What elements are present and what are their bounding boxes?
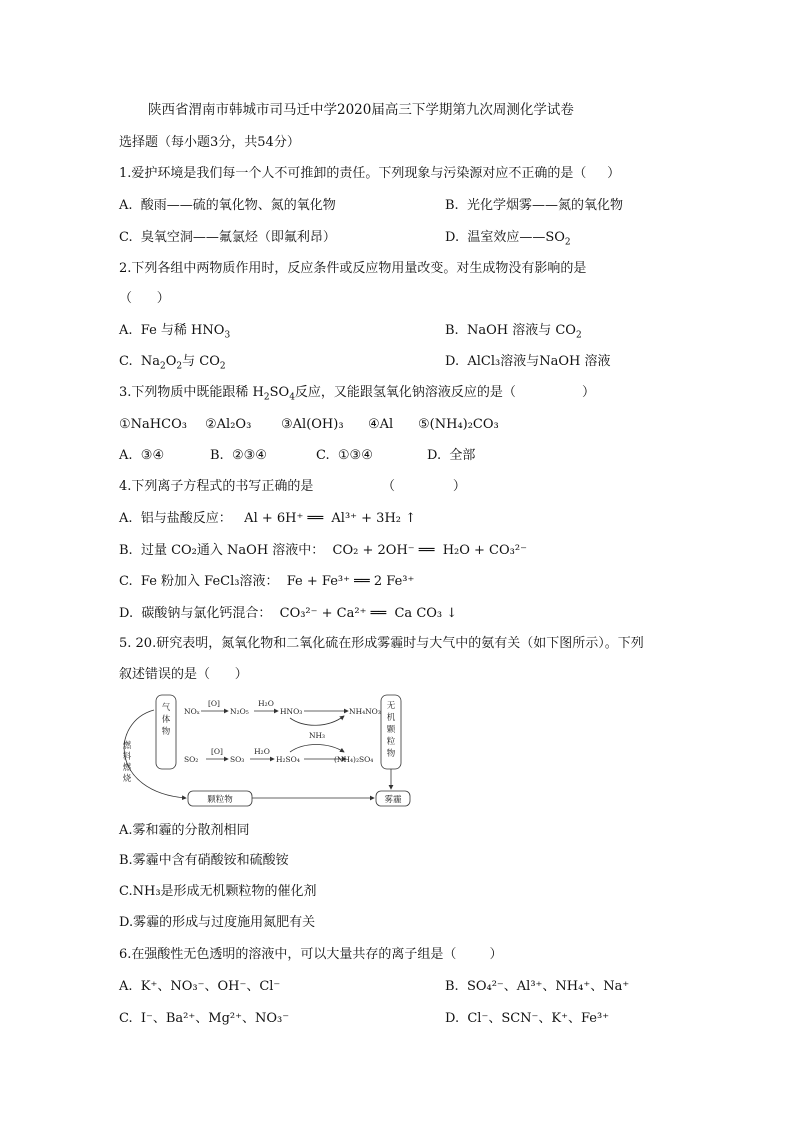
o-label-1: [O] — [207, 699, 221, 708]
q2-option-c: C. $Na_2O_2$与 $CO_2$ — [119, 354, 226, 372]
q4-option-d: D. 碳酸钠与氯化钙混合： CO₃²⁻ + Ca²⁺ ══ Ca CO₃ ↓ — [119, 606, 458, 621]
gas-label-3: 物 — [161, 727, 171, 737]
q6-option-b: B. SO₄²⁻、Al³⁺、NH₄⁺、Na⁺ — [445, 979, 630, 994]
q3-option-c: C. ①③④ — [316, 448, 373, 463]
q2-stem: 2.下列各组中两物质作用时，反应条件或反应物用量改变。对生成物没有影响的是 — [119, 261, 587, 276]
q5-option-a: A.雾和霾的分散剂相同 — [119, 823, 250, 838]
q5-option-b: B.雾霾中含有硝酸铵和硫酸铵 — [119, 853, 289, 868]
q6-option-d: D. Cl⁻、SCN⁻、K⁺、Fe³⁺ — [445, 1011, 610, 1026]
so2-label: SO₂ — [184, 755, 199, 764]
fuel-label-4: 烧 — [122, 774, 132, 784]
nh4no3-label: NH₄NO₃ — [349, 707, 381, 716]
inorganic-label-3: 颗 — [386, 725, 396, 735]
q6-option-c: C. I⁻、Ba²⁺、Mg²⁺、NO₃⁻ — [119, 1011, 290, 1026]
q5-stem-line1: 5. 20.研究表明，氮氧化物和二氧化硫在形成雾霾时与大气中的氨有关（如下图所示）。下列 — [119, 636, 644, 651]
h2o-label-2: H₂O — [254, 747, 270, 756]
hno3-label: HNO₃ — [280, 707, 303, 716]
fuel-label-1: 燃 — [122, 741, 132, 751]
q5-option-c: C.NH₃是形成无机颗粒物的催化剂 — [119, 884, 317, 899]
q5-stem-line2: 叙述错误的是（ ） — [119, 667, 248, 682]
haze-label: 雾霾 — [384, 795, 402, 805]
nh4so4-label: (NH₄)₂SO₄ — [334, 755, 374, 764]
page-title: 陕西省渭南市韩城市司马迁中学2020届高三下学期第九次周测化学试卷 — [148, 102, 574, 118]
gas-label-1: 气 — [161, 703, 171, 713]
q1-option-a: A. 酸雨——硫的氧化物、氮的氧化物 — [119, 198, 336, 213]
q4-stem: 4.下列离子方程式的书写正确的是 — [119, 479, 314, 494]
inorganic-label-1: 无 — [386, 701, 396, 711]
inorganic-label-5: 物 — [386, 749, 396, 759]
q2-paren: （ ） — [119, 291, 170, 306]
q3-item-2: ②Al₂O₃ — [205, 417, 252, 432]
inorganic-label-2: 机 — [386, 713, 396, 723]
gas-label-2: 体 — [161, 715, 171, 725]
q3-item-5: ⑤(NH₄)₂CO₃ — [418, 417, 499, 432]
so3-label: SO₃ — [230, 755, 245, 764]
q2-option-d: D. AlCl₃溶液与NaOH 溶液 — [445, 354, 611, 369]
q2-option-b: B. NaOH 溶液与 $CO_2$ — [445, 323, 582, 341]
nh3-label: NH₃ — [308, 731, 326, 740]
fuel-label-2: 料 — [122, 752, 132, 762]
q6-stem: 6.在强酸性无色透明的溶液中，可以大量共存的离子组是（ ） — [119, 947, 503, 962]
haze-formation-diagram — [118, 692, 418, 812]
q3-option-d: D. 全部 — [427, 448, 476, 463]
q3-stem: 3.下列物质中既能跟稀 $H_2SO_4$反应，又能跟氢氧化钠溶液反应的是（ ） — [119, 385, 596, 403]
q3-item-1: ①NaHCO₃ — [119, 417, 187, 432]
section-heading: 选择题（每小题3分，共54分） — [119, 135, 300, 150]
fuel-label-3: 燃 — [122, 763, 132, 773]
q5-option-d: D.雾霾的形成与过度施用氮肥有关 — [119, 915, 316, 930]
q6-option-a: A. K⁺、NO₃⁻、OH⁻、Cl⁻ — [119, 979, 281, 994]
q1-option-d: D. 温室效应$——SO_2$ — [445, 230, 571, 248]
q4-paren: （ ） — [382, 479, 466, 494]
q3-item-3: ③Al(OH)₃ — [281, 417, 344, 432]
n2o5-label: N₂O₅ — [230, 707, 249, 716]
q1-option-b: B. 光化学烟雾——氮的氧化物 — [445, 198, 623, 213]
q2-option-a: A. Fe 与稀 $HNO_3$ — [119, 323, 231, 341]
q1-stem: 1.爱护环境是我们每一个人不可推卸的责任。下列现象与污染源对应不正确的是（ ） — [119, 166, 621, 181]
h2o-label-1: H₂O — [258, 699, 274, 708]
q4-option-b: B. 过量 CO₂通入 NaOH 溶液中： CO₂ + 2OH⁻ ══ H₂O + CO₃²⁻ — [119, 543, 527, 558]
h2so4-label: H₂SO₄ — [276, 755, 300, 764]
q1-option-c: C. 臭氧空洞——氟氯烃（即氟利昂） — [119, 230, 336, 245]
q3-option-a: A. ③④ — [119, 448, 165, 463]
inorganic-label-4: 粒 — [386, 737, 396, 747]
q4-option-c: C. Fe 粉加入 FeCl₃溶液： Fe + Fe³⁺ ══ 2 Fe³⁺ — [119, 574, 415, 589]
q3-item-4: ④Al — [368, 417, 394, 432]
q3-option-b: B. ②③④ — [210, 448, 267, 463]
nox-label: NOₓ — [184, 707, 200, 716]
q4-option-a: A. 铝与盐酸反应： Al + 6H⁺ ══ Al³⁺ + 3H₂ ↑ — [119, 511, 417, 526]
o-label-2: [O] — [210, 747, 224, 756]
particles-label: 颗粒物 — [207, 795, 233, 805]
